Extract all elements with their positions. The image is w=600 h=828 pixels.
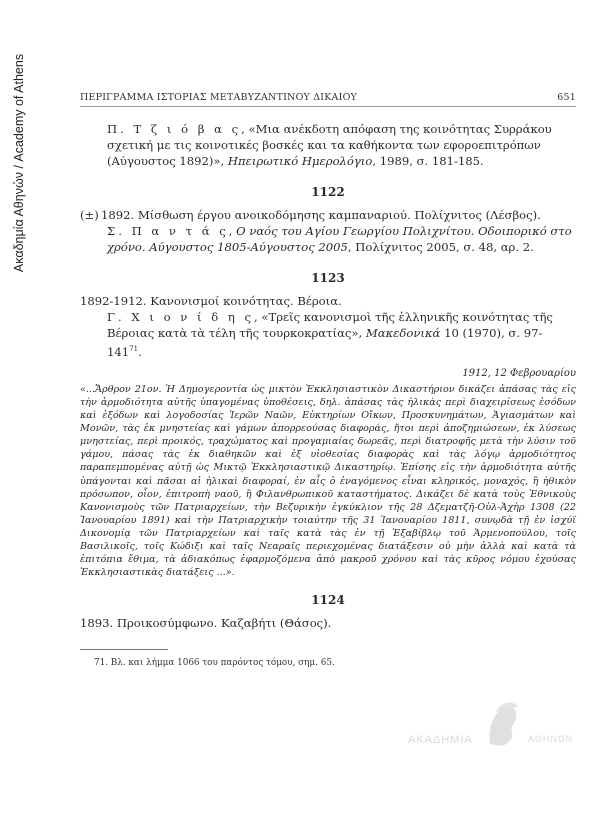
citation-journal: Ηπειρωτικό Ημερολόγιο — [227, 154, 373, 168]
citation-lead: , «Τρεῖς κανονισμοὶ τῆς ἑλληνικῆς κοινότητας τῆς Βέροιας κατὰ τὰ τέλη τῆς τουρκοκρατίας», — [107, 310, 553, 340]
entry-text: 1892. Μίσθωση έργου ανοικοδόμησης καμπαναριού. Πολίχνιτος (Λέσβος). — [101, 208, 541, 222]
entry-citation-1123 — [107, 309, 576, 360]
side-label — [8, 48, 30, 278]
document-page — [80, 92, 576, 668]
entry-citation-1122 — [107, 223, 576, 255]
top-citation — [107, 121, 576, 169]
citation-tail: 10 (1970), σ. 97-141 — [107, 326, 543, 359]
citation-author: Γ. Χ ι ο ν ί δ η ς — [107, 310, 255, 324]
citation-lead: , — [228, 224, 237, 238]
entry-number-1122: 1122 — [311, 185, 345, 199]
document-date: 1912, 12 Φεβρουαρίου — [462, 367, 576, 379]
document-quote: «...Ἄρθρον 21ον. Ἡ Δημογεροντία ὡς μικτὸν Ἐκκλησιαστικὸν Δικαστήριον δικάζει ἁπάσας τὰς εἰς τὴν ἁρμοδιότητα αὐτῆς ὑπαγομένας ὑποθέσεις, δηλ. ἁπάσας τὰς ἠλικὰς περὶ διαχειρίσεως ἐσόδων καὶ ἐξόδων καὶ λογοδοσίας Ἱερῶν Ναῶν, Εὐκτηρίων Οἴκων, Προσκυνημάτων, Ἁγιασμάτων καὶ Μονῶν, τὰς ἐκ μνηστείας καὶ γάμων ἀπορρεούσας διαφοράς, ἤτοι περὶ ἀποζημιώσεων, ἐκ λύσεως μνηστείας, περὶ προικός, τραχώματος καὶ προγαμιαίας δωρεᾶς, περὶ διατροφῆς μετὰ τὴν λύσιν τοῦ γάμου, πάσας τὰς ἐκ διαθηκῶν καὶ ἐξ υἱοθεσίας διαφορὰς καὶ τὰς λόγῳ ἁρμοδιότητος παραπεμπομένας αὐτῇ ὡς Μικτῷ Ἐκκλησιαστικῷ Δικαστηρίῳ. Ἐπίσης εἰς τὴν ἁρμοδιότητα αὐτῆς ὑπάγονται καὶ πᾶσαι αἱ ἠλικαὶ διαφοραί, ἐν αἷς ὁ ἐναγόμενος εἶναι κληρικός, μοναχός, ἢ ἠθικὸν πρόσωπον, οἷον, ἐπιτροπὴ ναοῦ, ἢ Φιλανθρωπικοῦ καταστήματος. Δικάζει δὲ κατὰ τοὺς Ἐθνικοὺς Κανονισμοὺς τῶν Πατριαρχείων, τὴν Βεζυρικὴν ἐγκύκλιον τῆς 28 Δζεματζῆ-Οὐλ-Ἀχὴρ 1308 (22 Ἰανουαρίου 1891) καὶ τὴν Πατριαρχικὴν τοιαύτην τῆς 31 Ἰανουαρίου 1811, συνῳδὰ τῇ ἐν ἰσχύϊ Δικονομίᾳ τῶν Πατριαρχείων καὶ ταῖς κατὰ τὰς ἐν τῇ Ἑξαβίβλῳ τοῦ Ἁρμενοπούλου, τοῖς Βασιλικοῖς, τοῖς Κώδιξι καὶ ταῖς Νεαραῖς περιεχομένας διατάξεσιν οὐ μὴν ἀλλὰ καὶ κατὰ τὰ ἐπιτόπια ἔθιμα, τὰ ἀδιακόπως ἐφαρμοζόμενα ἀπὸ μακροῦ χρόνου καὶ τὰς κῦρος νόμου ἐχούσας Ἐκκλησιαστικὰς διατάξεις ...». — [80, 383, 576, 579]
citation-author: Σ. Π α ν τ ά ς — [107, 224, 229, 238]
entry-line-1123: 1892-1912. Κανονισμοί κοινότητας. Βέροια. — [80, 294, 342, 308]
citation-end: . — [138, 344, 142, 359]
athena-head-icon — [482, 700, 522, 750]
running-header — [80, 92, 576, 107]
footnote-number: 71. — [94, 658, 108, 669]
entry-number-1124: 1124 — [311, 593, 345, 608]
entry-number-1123: 1123 — [311, 271, 345, 285]
entry-line-1124: 1893. Προικοσύμφωνο. Καζαβήτι (Θάσος). — [80, 616, 332, 631]
footnote-text: Βλ. και λήμμα 1066 του παρόντος τόμου, σημ. 65. — [110, 658, 335, 669]
footnote — [80, 658, 576, 668]
footnote-ref: 71 — [129, 345, 139, 353]
citation-tail: , 1989, σ. 181-185. — [372, 154, 484, 168]
academy-watermark — [408, 700, 578, 760]
citation-journal: Μακεδονικά — [365, 326, 441, 340]
header-title: ΠΕΡΙΓΡΑΜΜΑ ΙΣΤΟΡΙΑΣ ΜΕΤΑΒΥΖΑΝΤΙΝΟΥ ΔΙΚΑΙΟΥ — [80, 92, 358, 103]
citation-author: Π. Τ ζ ι ό β α ς — [107, 122, 242, 136]
citation-title: Ο ναός του Αγίου Γεωργίου Πολιχνίτου. Οδοιπορικό στο χρόνο. Αύγουστος 1805-Αύγουστος 2005 — [107, 224, 572, 254]
watermark-left-text: ΑΚΑΔΗΜΙΑ — [408, 734, 473, 746]
citation-tail: , Πολίχνιτος 2005, σ. 48, αρ. 2. — [347, 240, 534, 254]
page-number: 651 — [557, 92, 576, 103]
watermark-right-text: ΑΘΗΝΩΝ — [528, 734, 574, 744]
entry-line-1122 — [80, 207, 576, 223]
side-label-text: Ακαδημία Αθηνών / Academy of Athens — [12, 53, 26, 273]
footnote-divider — [80, 649, 168, 650]
entry-marker: (±) — [80, 208, 99, 222]
citation-text: , «Μια ανέκδοτη απόφαση της κοινότητας Συρράκου σχετική με τις κοινοτικές βοσκές και τα καθήκοντα των εφοροεπιτρόπων (Αύγουστος 1892)», — [107, 122, 552, 168]
